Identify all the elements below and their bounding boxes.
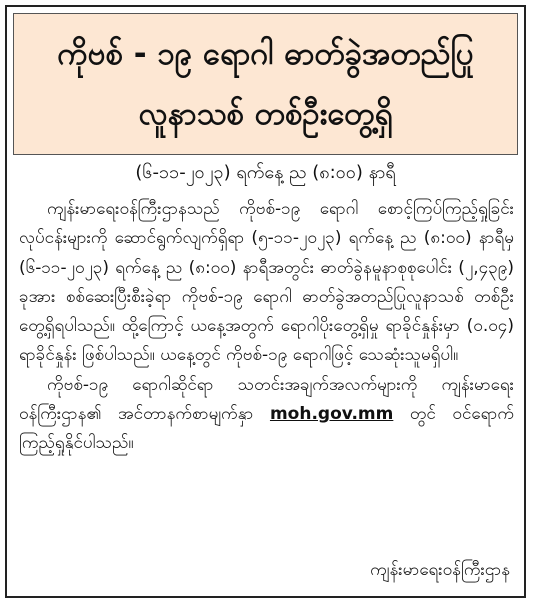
issuer-signature: ကျန်းမာရေးဝန်ကြီးဌာန	[370, 560, 510, 580]
headline-line-1: ကိုဗစ် - ၁၉ ရောဂါ ဓာတ်ခွဲအတည်ပြု	[57, 36, 474, 72]
paragraph-2-text-after: တွင် ဝင်ရောက်ကြည့်ရှုနိုင်ပါသည်။	[19, 404, 514, 454]
headline-line-2: လူနာသစ် တစ်ဦးတွေ့ရှိ	[138, 96, 393, 132]
article-body	[19, 195, 514, 459]
paragraph-1: ကျန်းမာရေးဝန်ကြီးဌာနသည် ကိုဗစ်-၁၉ ရောဂါ စောင့်ကြပ်ကြည့်ရှုခြင်းလုပ်ငန်းများကို ဆောင်ရွက်လျက်ရှိရာ (၅-၁၁-၂၀၂၃) ရက်နေ့ ည (၈:၀၀) နာရီမှ (၆-၁၁-၂၀၂၃) ရက်နေ့ ည (၈:၀၀) နာရီအတွင်း ဓာတ်ခွဲနမူနာစုစုပေါင်း (၂,၄၃၉) ခုအား စစ်ဆေးပြီးစီးခဲ့ရာ ကိုဗစ်-၁၉ ရောဂါ ဓာတ်ခွဲအတည်ပြုလူနာသစ် တစ်ဦး တွေ့ရှိရပါသည်။ ထို့ကြောင့် ယနေ့အတွက် ရောဂါပိုးတွေ့ရှိမှု ရာခိုင်နှုန်းမှာ (၀.၀၄) ရာခိုင်နှုန်း ဖြစ်ပါသည်။ ယနေ့တွင် ကိုဗစ်-၁၉ ရောဂါဖြင့် သေဆုံးသူမရှိပါ။	[19, 199, 514, 366]
paragraph-2	[19, 371, 514, 459]
news-announcement-box	[5, 5, 526, 598]
headline-panel	[13, 13, 518, 155]
paragraph-2-text-before: ကိုဗစ်-၁၉ ရောဂါဆိုင်ရာ သတင်းအချက်အလက်များကို ကျန်းမာရေးဝန်ကြီးဌာန၏ အင်တာနက်စာမျက်နှာ	[19, 374, 514, 425]
ministry-website-link[interactable]: moh.gov.mm	[269, 404, 394, 425]
report-dateline: (၆-၁၁-၂၀၂၃) ရက်နေ့ ည (၈:၀၀) နာရီ	[135, 162, 396, 183]
